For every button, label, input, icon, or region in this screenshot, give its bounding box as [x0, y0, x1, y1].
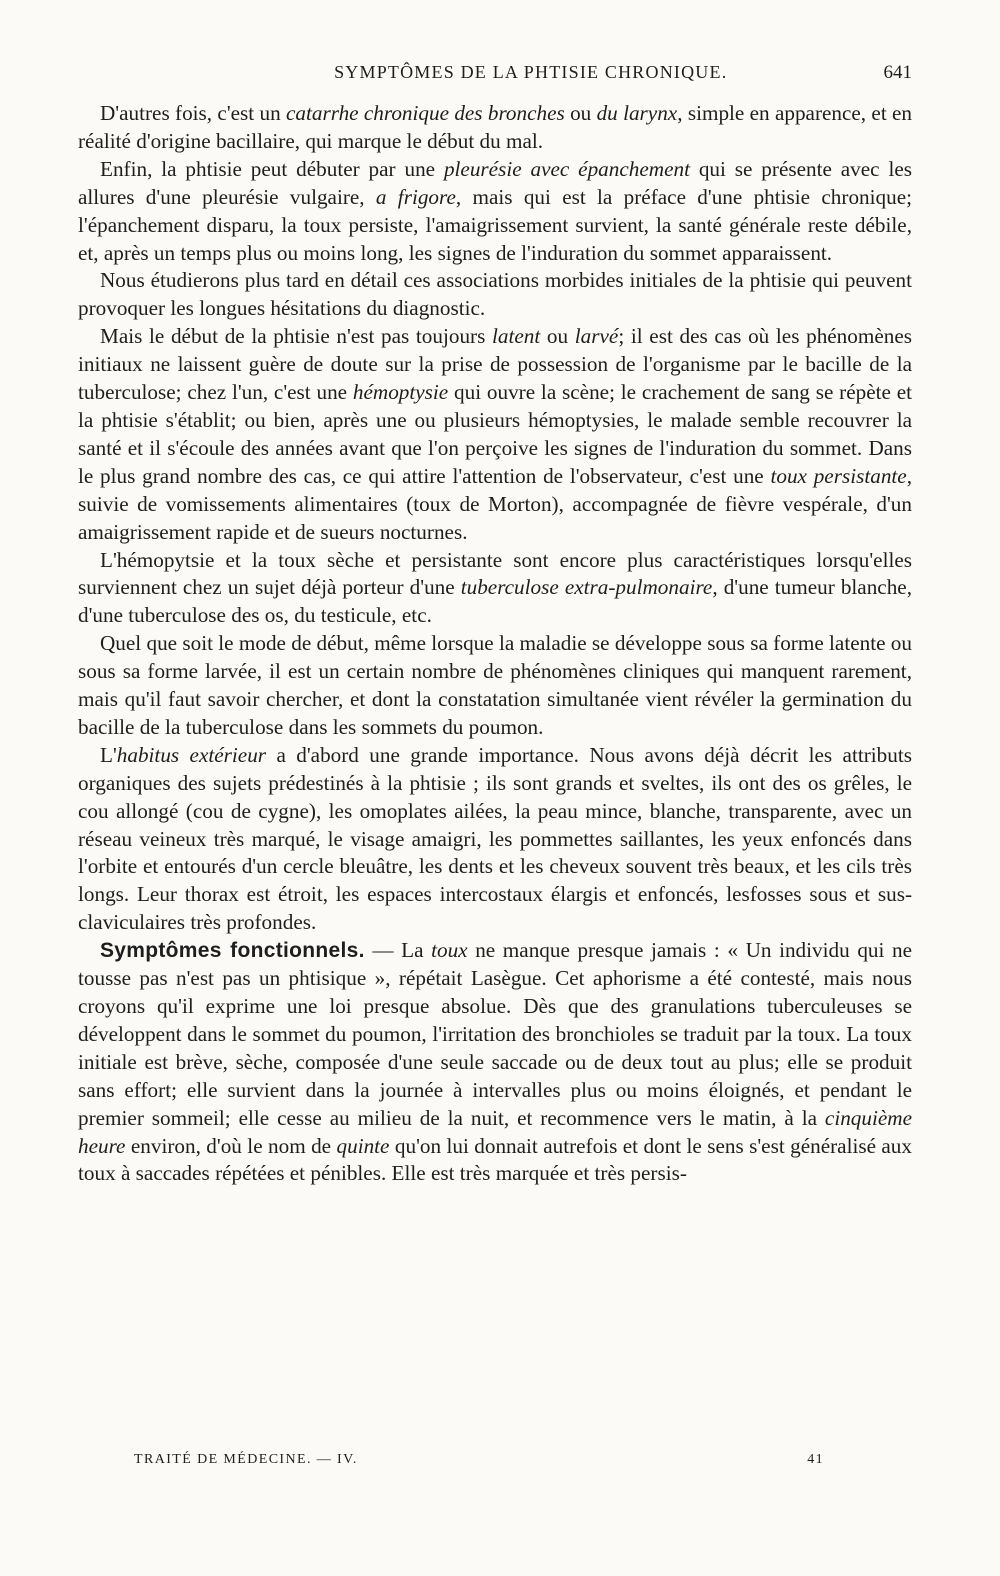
text-run: ; il est des cas où les phénomènes initiaux ne laissent guère de doute sur la prise de possession de l'organisme par le bacille de la tuberculose; chez l'un, c'est une	[78, 324, 913, 405]
paragraph	[78, 100, 912, 156]
text-run: a d'abord une grande importance. Nous avons déjà décrit les attributs organiques des sujets prédestinés à la phtisie ; ils sont grands et sveltes, ils ont des os grêles, le cou allongé (cou de cygne), les omoplates ailées, la peau mince, blanche, transparente, avec un réseau veineux très marqué, le visage amaigri, les pommettes saillantes, les yeux enfoncés dans l'orbite et entourés d'un cercle bleuâtre, les dents et les cheveux souvent très beaux, et les cils très longs. Leur thorax est étroit, les espaces intercostaux élargis et enfoncés, lesfosses sous et sus-claviculaires très profondes.	[78, 742, 912, 935]
running-head	[78, 62, 912, 100]
italic-term: a frigore	[375, 184, 456, 209]
text-run: qu'on lui donnait autrefois et dont le sens s'est généralisé aux toux à saccades répétées et pénibles. Elle est très marquée et très persis-	[78, 1133, 912, 1186]
italic-term: quinte	[336, 1133, 390, 1158]
paragraph	[78, 937, 912, 1188]
paragraph	[78, 156, 912, 268]
italic-term: latent	[492, 324, 541, 349]
paragraph	[78, 630, 912, 742]
page-number: 641	[883, 62, 912, 83]
text-run: ou	[564, 101, 597, 125]
body-text	[78, 100, 912, 1188]
footer-signature: TRAITÉ DE MÉDECINE. — IV.	[134, 1452, 358, 1467]
paragraph	[78, 742, 912, 937]
text-run: Mais le début de la phtisie n'est pas toujours	[100, 324, 493, 349]
italic-term: toux	[431, 938, 468, 963]
text-run: L'	[100, 742, 117, 767]
section-heading: Symptômes fonctionnels.	[100, 939, 365, 963]
text-run: qui ouvre la scène; le crachement de sang se répète et la phtisie s'établit; ou bien, après une ou plusieurs hémoptysies, le malade semble recouvrer la santé et il s'écoule des années avant que l'on perçoive les signes de l'induration du sommet. Dans le plus grand nombre des cas, ce qui attire l'attention de l'observateur, c'est une	[78, 380, 912, 488]
text-run: L'hémopytsie et la toux sèche et persistante sont encore plus caractéristiques lorsqu'elles surviennent chez un sujet déjà porteur d'une	[78, 547, 912, 600]
italic-term: du larynx	[596, 101, 678, 125]
text-run: Quel que soit le mode de début, même lorsque la maladie se développe sous sa forme latente ou sous sa forme larvée, il est un certain nombre de phénomènes cliniques qui manquent rarement, mais qu'il faut savoir chercher, et dont la constatation simultanée vient révéler la germination du bacille de la tuberculose dans les sommets du poumon.	[78, 631, 912, 739]
page-footer	[134, 1452, 824, 1468]
italic-term: larvé	[574, 324, 619, 349]
text-run: ou	[540, 324, 575, 349]
italic-term: hémoptysie	[352, 380, 449, 405]
footer-signature-number: 41	[807, 1452, 824, 1467]
text-run: Nous étudierons plus tard en détail ces associations morbides initiales de la phtisie qui peuvent provoquer les longues hésitations du diagnostic.	[78, 268, 912, 321]
paragraph	[78, 547, 912, 631]
italic-term: toux persistante	[770, 463, 907, 488]
italic-term: catarrhe chronique des bronches	[285, 101, 565, 125]
text-run: , mais qui est la préface d'une phtisie chronique; l'épanchement disparu, la toux persiste, l'amaigrissement survient, la santé générale reste débile, et, après un temps plus ou moins long, les signes de l'induration du sommet apparaissent.	[78, 184, 913, 265]
text-run: environ, d'où le nom de	[125, 1133, 337, 1158]
text-run: , suivie de vomissements alimentaires (toux de Morton), accompagnée de fièvre vespérale, d'un amaigrissement rapide et de sueurs nocturnes.	[78, 463, 912, 544]
italic-term: tuberculose extra-pulmonaire	[460, 575, 713, 600]
italic-term: pleurésie avec épanchement	[443, 156, 690, 181]
text-run: Enfin, la phtisie peut débuter par une	[100, 156, 444, 181]
italic-term: habitus extérieur	[116, 742, 267, 767]
paragraph	[78, 323, 912, 546]
paragraph	[78, 267, 912, 323]
text-run: D'autres fois, c'est un	[100, 101, 286, 125]
italic-term: cinquième heure	[78, 1105, 912, 1158]
text-run: , d'une tumeur blanche, d'une tuberculose des os, du testicule, etc.	[78, 575, 912, 628]
text-run: qui se présente avec les allures d'une pleurésie vulgaire,	[78, 156, 912, 209]
text-run: , simple en apparence, et en réalité d'origine bacillaire, qui marque le début du mal.	[78, 101, 913, 153]
text-run: — La	[364, 938, 432, 963]
running-head-title: SYMPTÔMES DE LA PHTISIE CHRONIQUE.	[334, 62, 728, 82]
text-run: ne manque presque jamais : « Un individu qui ne tousse pas n'est pas un phtisique », répétait Lasègue. Cet aphorisme a été contesté, mais nous croyons qu'il exprime une loi presque absolue. Dès que des granulations tuberculeuses se développent dans le sommet du poumon, l'irritation des bronchioles se traduit par la toux. La toux initiale est brève, sèche, composée d'une seule saccade ou de deux tout au plus; elle se produit sans effort; elle survient dans la journée à intervalles plus ou moins éloignés, et pendant le premier sommeil; elle cesse au milieu de la nuit, et recommence vers le matin, à la	[78, 938, 912, 1130]
